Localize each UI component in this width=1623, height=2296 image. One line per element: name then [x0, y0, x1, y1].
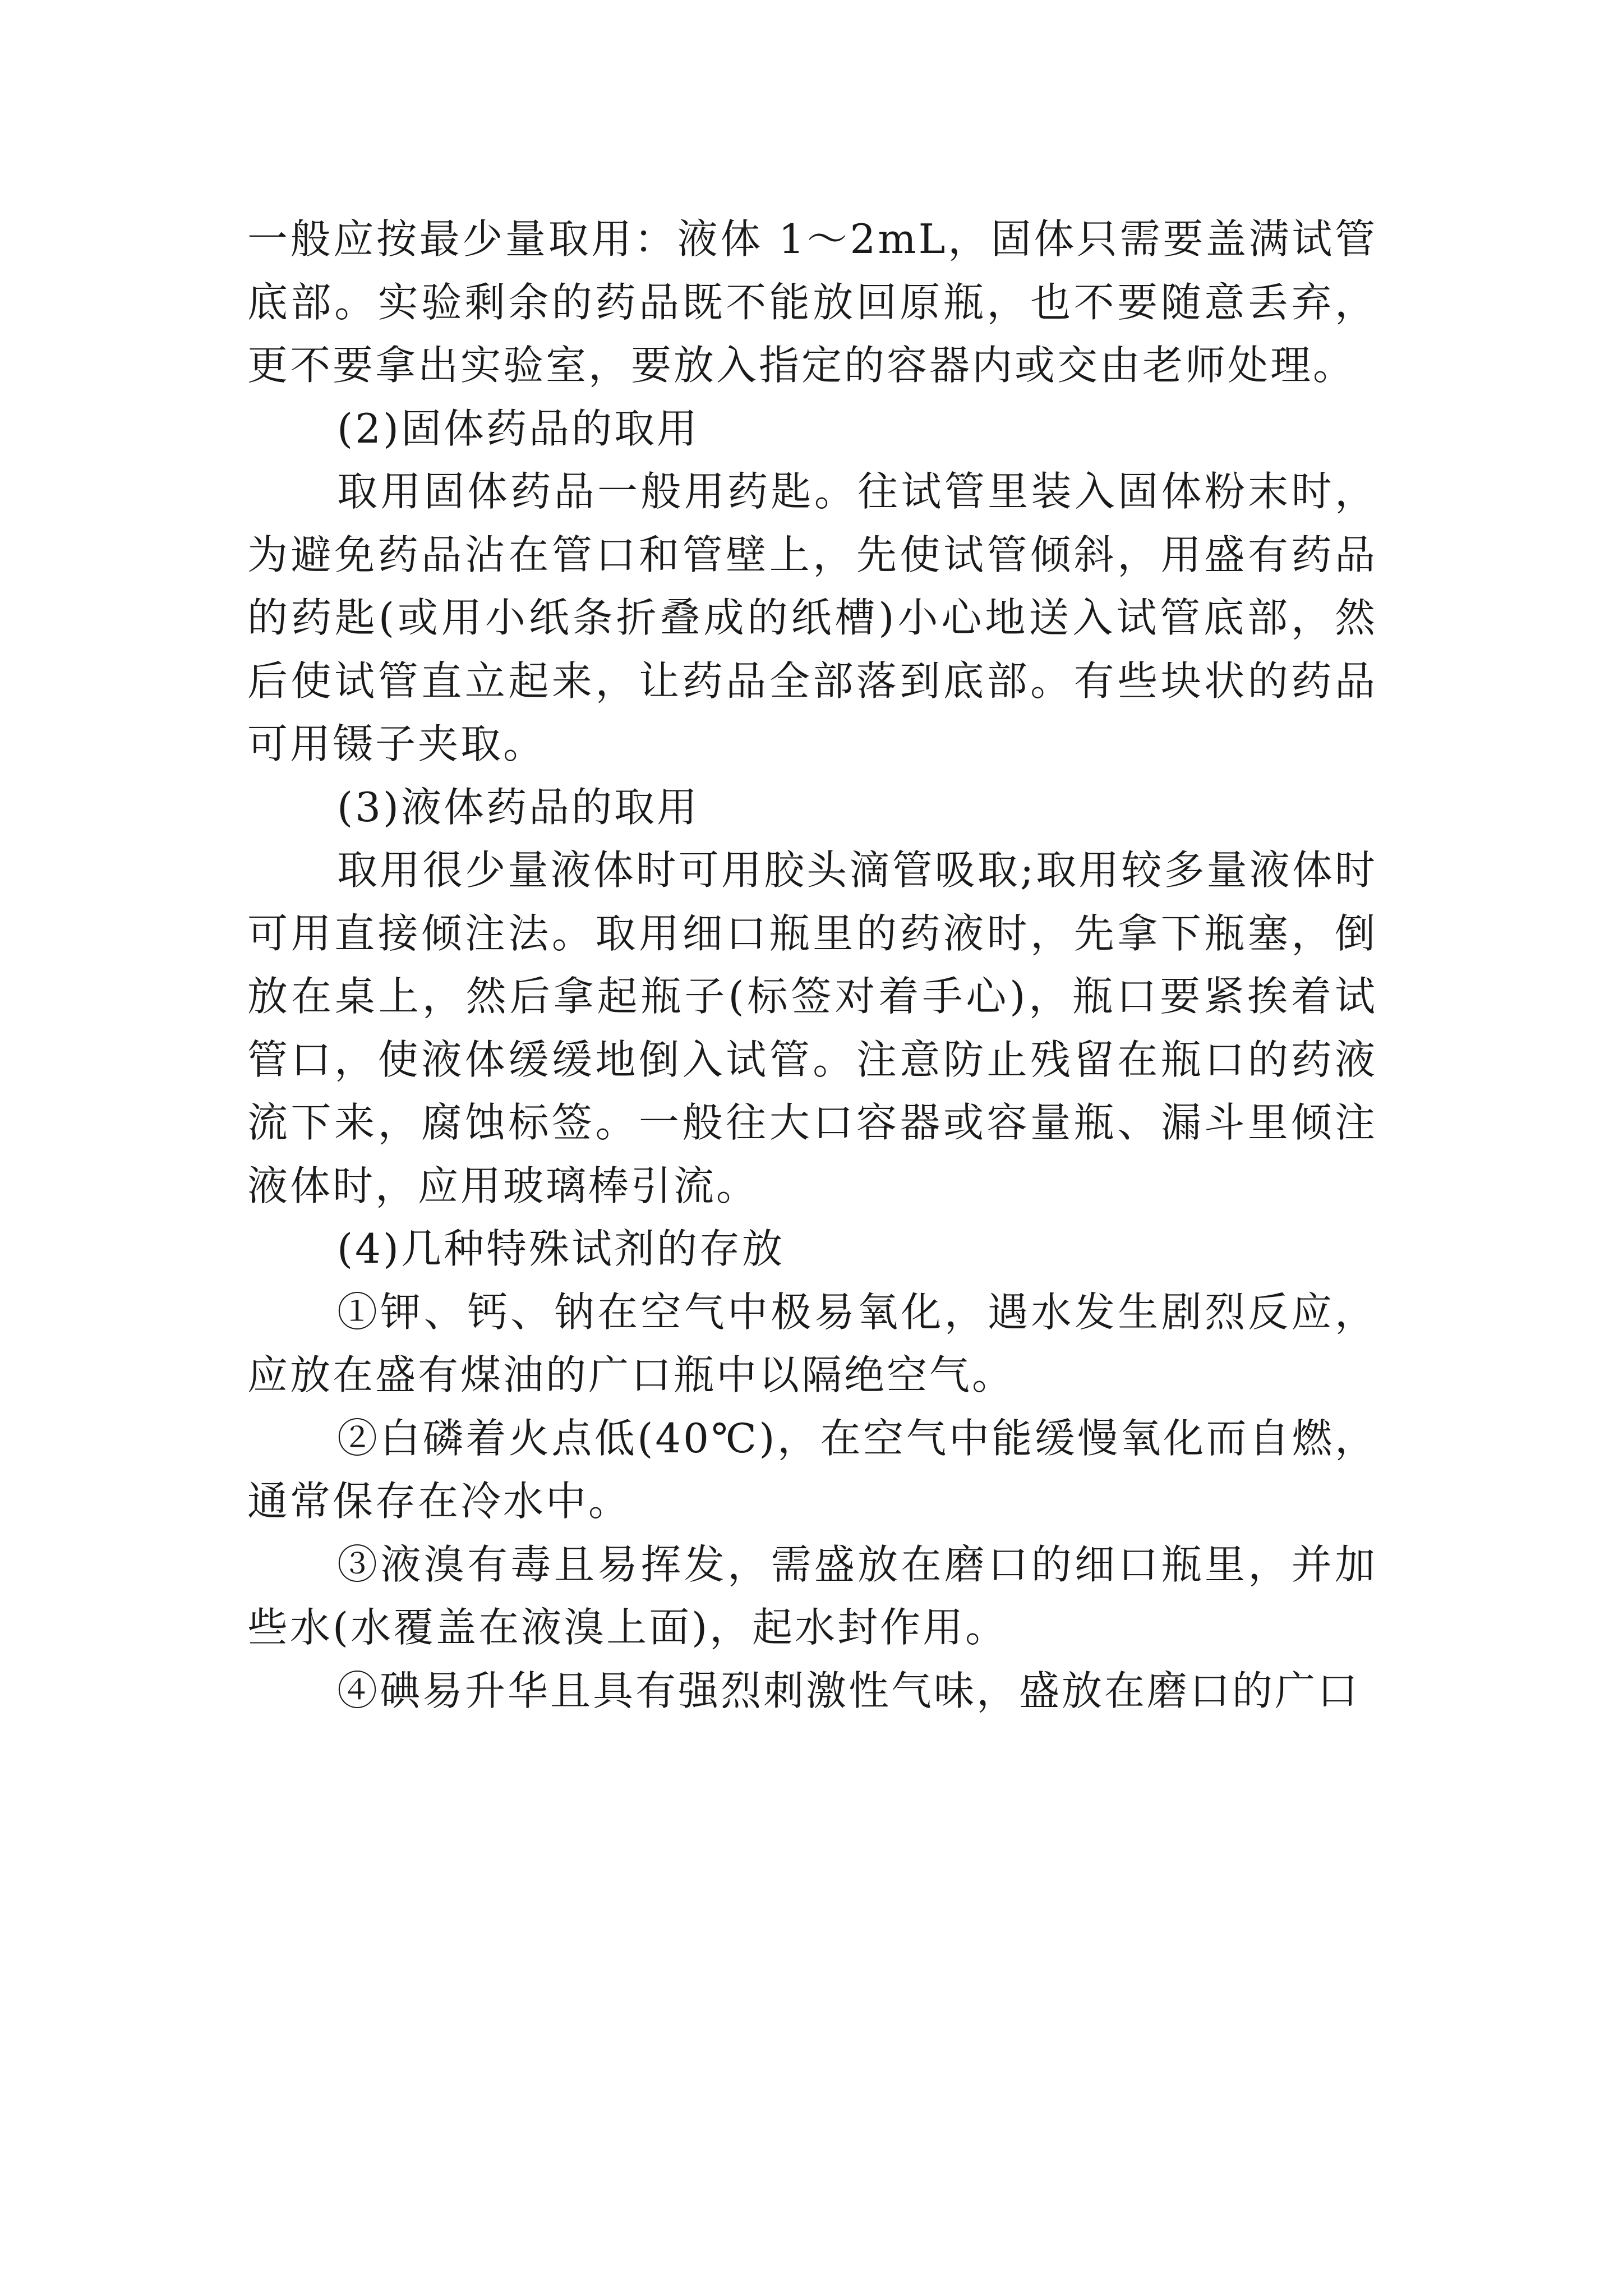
- section-heading-liquid-reagents: (3)液体药品的取用: [337, 783, 699, 831]
- section-heading-special-reagents: (4)几种特殊试剂的存放: [337, 1225, 785, 1272]
- paragraph-item-4: ④碘易升华且具有强烈刺激性气味，盛放在磨口的广口: [337, 1667, 1361, 1714]
- body-text: [247, 208, 1377, 1722]
- section-heading-solid-reagents: (2)固体药品的取用: [337, 404, 699, 452]
- paragraph-item-3: ③液溴有毒且易挥发，需盛放在磨口的细口瓶里，并加些水(水覆盖在液溴上面)，起水封作用。: [247, 1540, 1377, 1651]
- paragraph-liquid-reagents: 取用很少量液体时可用胶头滴管吸取;取用较多量液体时可用直接倾注法。取用细口瓶里的药液时，先拿下瓶塞，倒放在桌上，然后拿起瓶子(标签对着手心)，瓶口要紧挨着试管口，使液体缓缓地倒入试管。注意防止残留在瓶口的药液流下来，腐蚀标签。一般往大口容器或容量瓶、漏斗里倾注液体时，应用玻璃棒引流。: [247, 846, 1377, 1209]
- paragraph-item-2: ②白磷着火点低(40℃)，在空气中能缓慢氧化而自燃，通常保存在冷水中。: [247, 1414, 1377, 1525]
- paragraph-solid-reagents: 取用固体药品一般用药匙。往试管里装入固体粉末时，为避免药品沾在管口和管壁上，先使试管倾斜，用盛有药品的药匙(或用小纸条折叠成的纸槽)小心地送入试管底部，然后使试管直立起来，让药品全部落到底部。有些块状的药品可用镊子夹取。: [247, 468, 1377, 767]
- paragraph-item-1: ①钾、钙、钠在空气中极易氧化，遇水发生剧烈反应，应放在盛有煤油的广口瓶中以隔绝空气。: [247, 1288, 1377, 1398]
- paragraph-continuation: 一般应按最少量取用：液体 1～2mL，固体只需要盖满试管底部。实验剩余的药品既不能放回原瓶，也不要随意丢弃，更不要拿出实验室，要放入指定的容器内或交由老师处理。: [247, 215, 1377, 389]
